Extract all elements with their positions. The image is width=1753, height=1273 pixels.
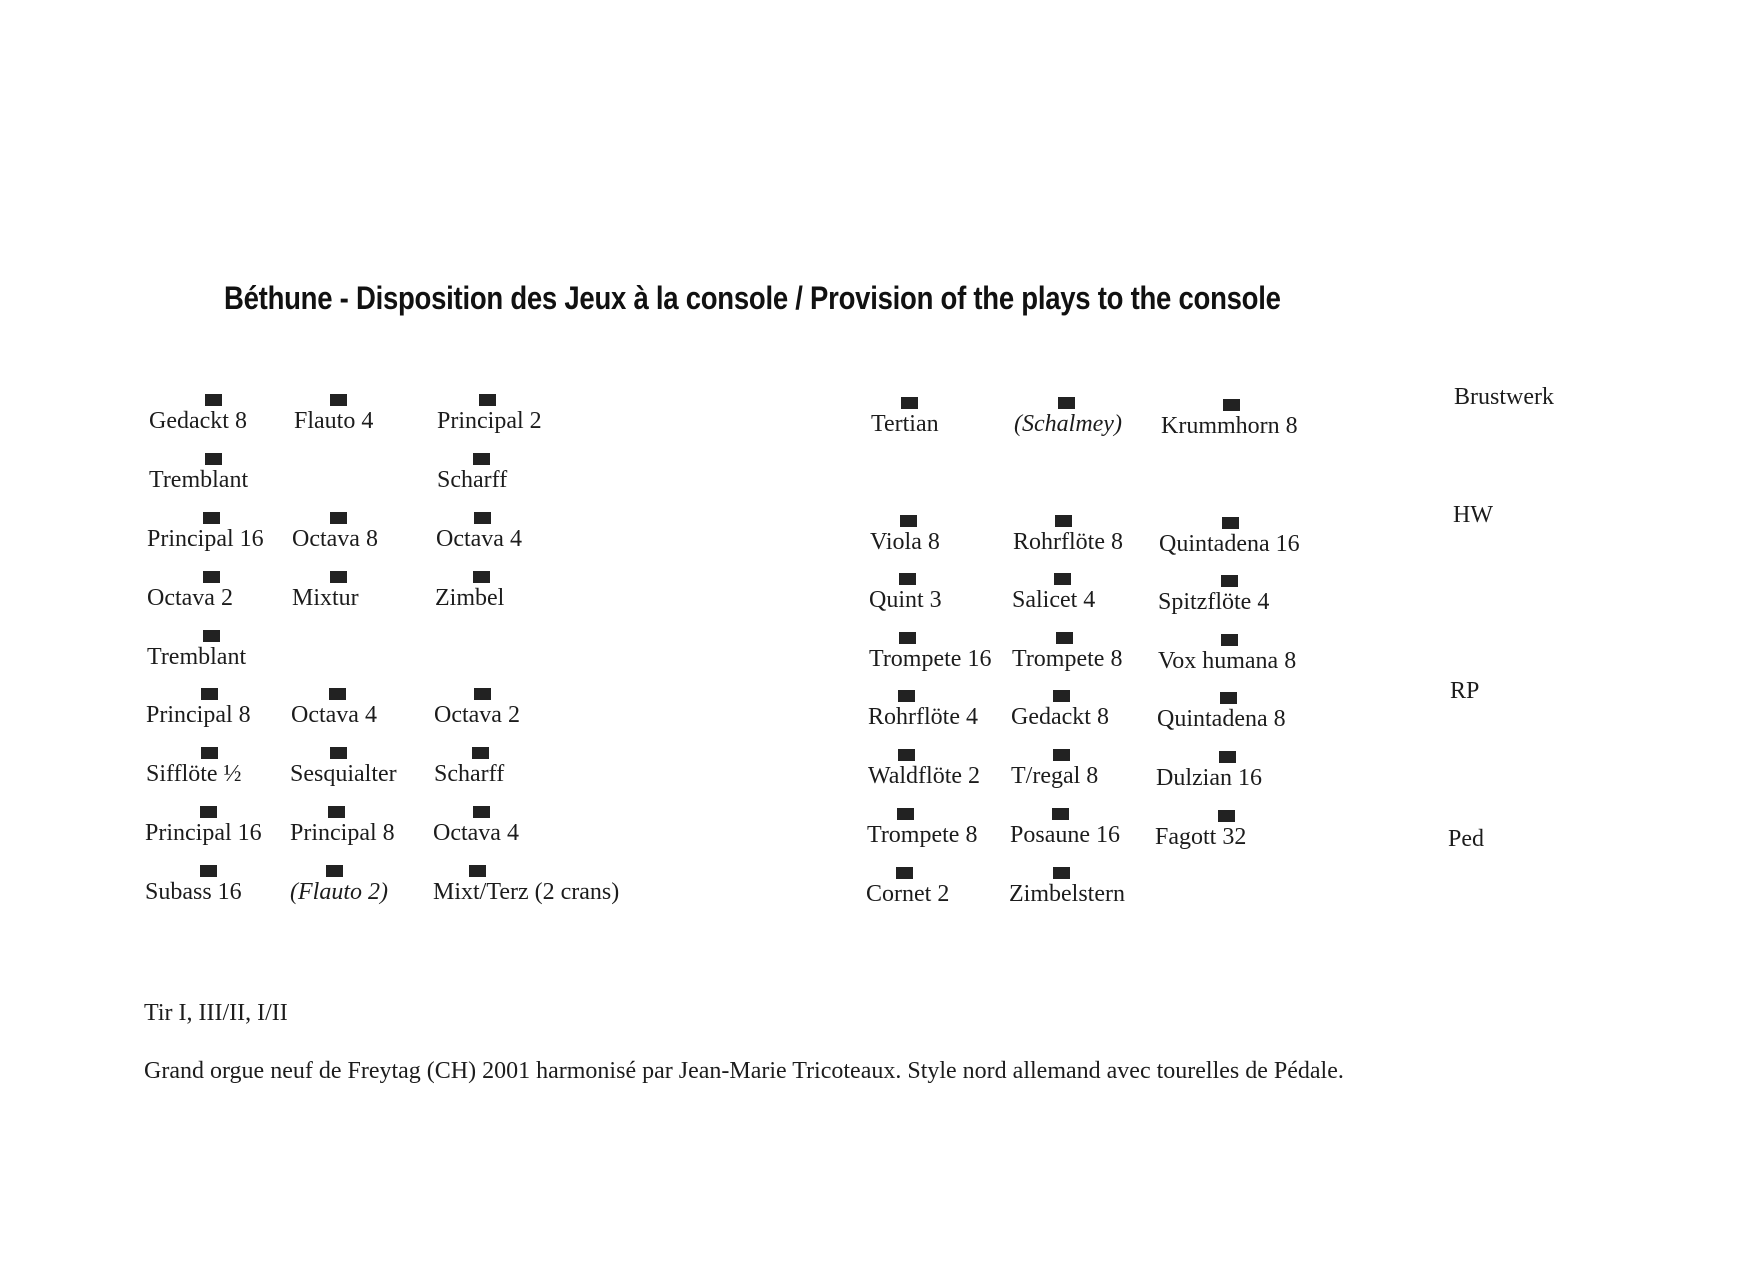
stop-38 [1157, 692, 1357, 752]
stop-14 [434, 688, 634, 748]
stop-23 [433, 865, 633, 925]
stop-knob-icon [899, 632, 916, 644]
stop-label: Salicet 4 [1012, 587, 1096, 613]
stop-label: Krummhorn 8 [1161, 413, 1298, 439]
stop-label: Rohrflöte 8 [1013, 529, 1123, 555]
stop-label: Flauto 4 [294, 408, 374, 434]
stop-label: Principal 2 [437, 408, 542, 434]
stop-label: Zimbel [435, 585, 505, 611]
stop-35 [1158, 634, 1358, 694]
stop-knob-icon [205, 453, 222, 465]
stop-label: Subass 16 [145, 879, 242, 905]
stop-11 [147, 630, 347, 690]
division-label-rp: RP [1450, 678, 1480, 704]
stop-32 [1158, 575, 1358, 635]
stop-knob-icon [205, 394, 222, 406]
stop-knob-icon [473, 571, 490, 583]
stop-knob-icon [1218, 810, 1235, 822]
stop-label: Octava 2 [434, 702, 520, 728]
stop-label: Trompete 16 [869, 646, 992, 672]
stop-label: Quint 3 [869, 587, 942, 613]
stop-29 [1159, 517, 1359, 577]
stop-knob-icon [897, 808, 914, 820]
stop-knob-icon [330, 394, 347, 406]
stop-label: Gedackt 8 [149, 408, 247, 434]
stop-label: Cornet 2 [866, 881, 950, 907]
stop-label: Scharff [437, 467, 508, 493]
stop-knob-icon [1053, 690, 1070, 702]
stop-knob-icon [901, 397, 918, 409]
stop-knob-icon [898, 690, 915, 702]
stop-label: Tremblant [147, 644, 247, 670]
stop-knob-icon [896, 867, 913, 879]
stop-label: Principal 8 [146, 702, 251, 728]
stop-label: T/regal 8 [1011, 763, 1099, 789]
stop-label: Quintadena 8 [1157, 706, 1286, 732]
stop-label: Dulzian 16 [1156, 765, 1262, 791]
stop-label: Waldflöte 2 [868, 763, 981, 789]
stop-knob-icon [203, 571, 220, 583]
stop-label: Rohrflöte 4 [868, 704, 978, 730]
stop-knob-icon [472, 747, 489, 759]
stop-7 [436, 512, 636, 572]
division-label-brustwerk: Brustwerk [1454, 384, 1554, 410]
stop-knob-icon [1221, 575, 1238, 587]
stop-knob-icon [328, 806, 345, 818]
stop-label: Posaune 16 [1010, 822, 1120, 848]
stop-knob-icon [203, 630, 220, 642]
organ-description: Grand orgue neuf de Freytag (CH) 2001 harmonisé par Jean-Marie Tricoteaux. Style nord allemand avec tourelles de Pédale. [144, 1058, 1344, 1084]
stop-knob-icon [479, 394, 496, 406]
stop-46 [1009, 867, 1209, 927]
stop-knob-icon [900, 515, 917, 527]
stop-label: Fagott 32 [1155, 824, 1247, 850]
stop-label: Zimbelstern [1009, 881, 1125, 907]
stop-label: Tertian [871, 411, 939, 437]
stop-label: Mixt/Terz (2 crans) [433, 879, 620, 905]
stop-knob-icon [1056, 632, 1073, 644]
division-label-ped: Ped [1448, 826, 1484, 852]
stop-41 [1156, 751, 1356, 811]
stop-label: Sesquialter [290, 761, 397, 787]
stop-label: Viola 8 [870, 529, 940, 555]
stop-knob-icon [469, 865, 486, 877]
stop-label: Scharff [434, 761, 505, 787]
stop-label: (Schalmey) [1014, 411, 1122, 437]
stop-knob-icon [1220, 692, 1237, 704]
stop-knob-icon [326, 865, 343, 877]
stop-3 [149, 453, 349, 513]
stop-label: Quintadena 16 [1159, 531, 1300, 557]
stop-knob-icon [201, 688, 218, 700]
stop-20 [433, 806, 633, 866]
stop-knob-icon [898, 749, 915, 761]
stop-knob-icon [1058, 397, 1075, 409]
stop-knob-icon [1052, 808, 1069, 820]
stop-label: Octava 4 [433, 820, 519, 846]
stop-label: (Flauto 2) [290, 879, 388, 905]
stop-label: Spitzflöte 4 [1158, 589, 1270, 615]
stop-knob-icon [1223, 399, 1240, 411]
stop-10 [435, 571, 635, 631]
stop-26 [1161, 399, 1361, 459]
stop-2 [437, 394, 637, 454]
stop-knob-icon [1055, 515, 1072, 527]
stop-label: Trompete 8 [1012, 646, 1123, 672]
stop-label: Mixtur [292, 585, 359, 611]
stop-knob-icon [899, 573, 916, 585]
stop-knob-icon [474, 688, 491, 700]
stop-17 [434, 747, 634, 807]
stop-knob-icon [1054, 573, 1071, 585]
stop-knob-icon [1053, 749, 1070, 761]
stop-knob-icon [330, 571, 347, 583]
stop-knob-icon [1222, 517, 1239, 529]
stop-knob-icon [473, 806, 490, 818]
stop-label: Gedackt 8 [1011, 704, 1109, 730]
page-title: Béthune - Disposition des Jeux à la console / Provision of the plays to the console [224, 280, 1281, 316]
stop-label: Octava 8 [292, 526, 378, 552]
stop-knob-icon [330, 747, 347, 759]
division-label-hw: HW [1453, 502, 1493, 528]
stop-label: Tremblant [149, 467, 249, 493]
stop-knob-icon [1219, 751, 1236, 763]
stop-label: Principal 16 [145, 820, 262, 846]
stop-label: Principal 16 [147, 526, 264, 552]
stop-label: Octava 4 [436, 526, 522, 552]
stop-knob-icon [203, 512, 220, 524]
stop-label: Sifflöte ½ [146, 761, 242, 787]
stop-knob-icon [330, 512, 347, 524]
stop-knob-icon [1221, 634, 1238, 646]
stop-44 [1155, 810, 1355, 870]
stop-label: Octava 4 [291, 702, 377, 728]
stop-label: Octava 2 [147, 585, 233, 611]
stop-label: Vox humana 8 [1158, 648, 1297, 674]
stop-knob-icon [201, 747, 218, 759]
stop-knob-icon [200, 865, 217, 877]
coupler-note: Tir I, III/II, I/II [144, 1000, 288, 1026]
stop-knob-icon [473, 453, 490, 465]
stop-knob-icon [200, 806, 217, 818]
stop-knob-icon [1053, 867, 1070, 879]
stop-knob-icon [329, 688, 346, 700]
stop-4 [437, 453, 637, 513]
stop-label: Trompete 8 [867, 822, 978, 848]
stop-knob-icon [474, 512, 491, 524]
stop-label: Principal 8 [290, 820, 395, 846]
